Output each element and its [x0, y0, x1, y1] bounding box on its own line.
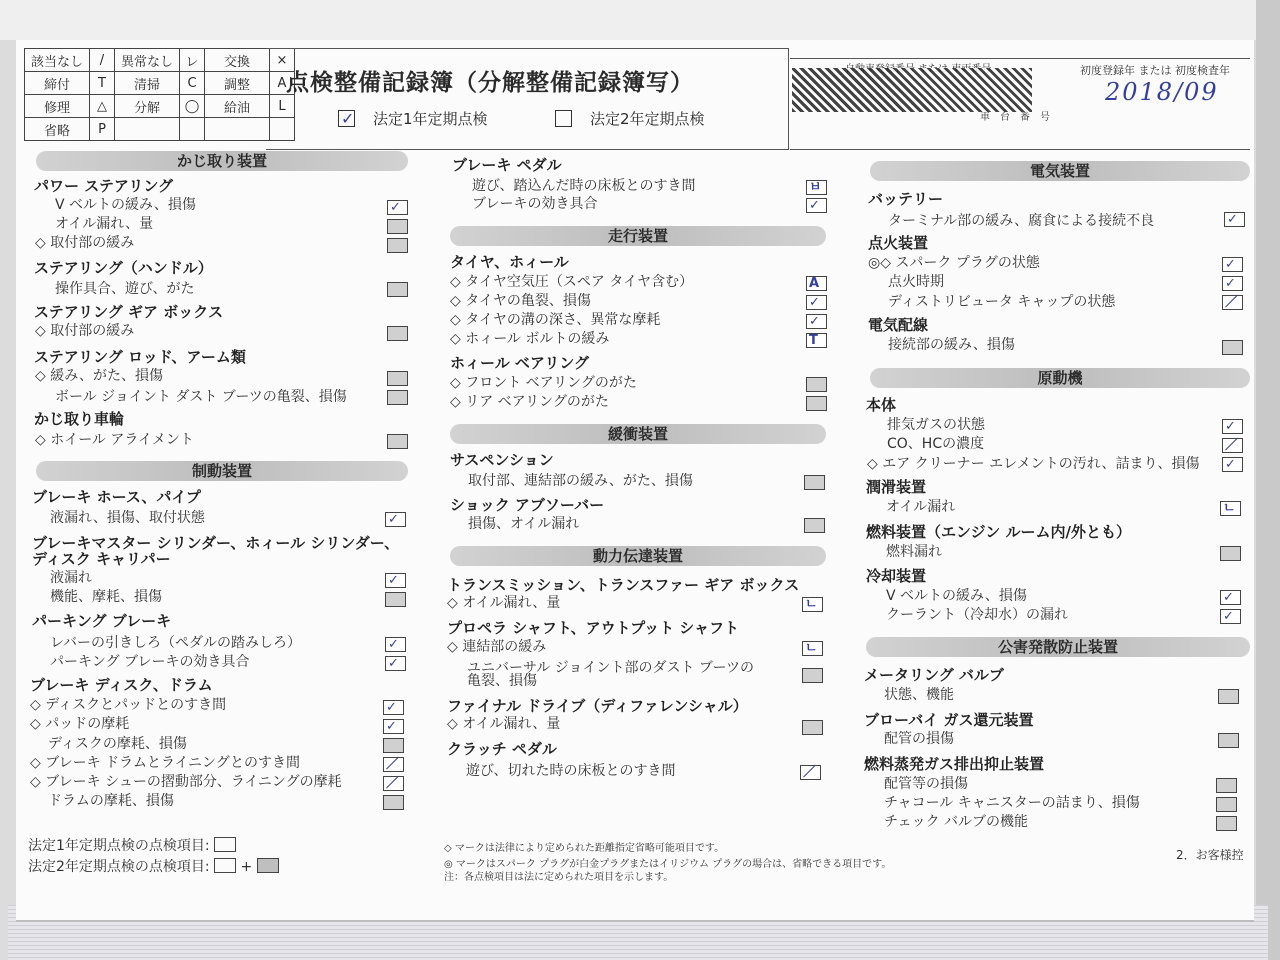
item-label: 燃料漏れ [886, 544, 942, 560]
scanner-edge [1256, 0, 1280, 960]
item-label: ◎◇ スパーク プラグの状態 [868, 255, 1040, 271]
item-label: ドラムの摩耗、損傷 [48, 793, 174, 809]
item-label: ◇ ブレーキ ドラムとライニングとのすき間 [30, 755, 300, 771]
redacted-registration [792, 68, 1032, 112]
item-label: ◇ リア ベアリングのがた [450, 394, 609, 410]
item-label: V ベルトの緩み、損傷 [55, 197, 196, 213]
checkbox[interactable]: ／ [800, 765, 821, 780]
checkbox[interactable]: A [806, 276, 827, 291]
legend-table: 該当なし / 異常なし レ 交換 × 締付 T 清掃 C 調整 A 修理 △ 分解 ◯ 給油 L 省略 P [24, 48, 295, 141]
checkbox[interactable]: ✓ [806, 198, 827, 213]
chassis-label: 車 台 番 号 [980, 112, 1050, 123]
item-label: パーキング ブレーキの効き具合 [50, 654, 250, 670]
checkbox[interactable]: ✓ [383, 700, 404, 715]
first-registration-value: 2018/09 [1105, 78, 1219, 106]
checkbox[interactable] [387, 282, 408, 297]
previous-page-strip [0, 0, 1280, 40]
checkbox[interactable]: ✓ [806, 314, 827, 329]
group-steering-wheel: ステアリング（ハンドル） [34, 259, 213, 277]
item-label: ◇ 連結部の緩み [447, 639, 547, 655]
checkbox[interactable] [387, 390, 408, 405]
item-label: 配管等の損傷 [884, 776, 968, 792]
item-label: ◇ 取付部の緩み [35, 323, 135, 339]
option-1year[interactable] [338, 108, 488, 129]
checkbox[interactable]: ✓ [387, 200, 408, 215]
item-label: 接続部の緩み、損傷 [888, 337, 1015, 353]
note-double-circle: ◎ マークはスパーク プラグが白金プラグまたはイリジウム プラグの場合は、省略できる項目です。 [444, 859, 892, 870]
option-2year[interactable] [555, 108, 705, 129]
checkbox[interactable] [1216, 797, 1237, 812]
note-diamond: ◇ マークは法律により定められた距離指定省略可能項目です。 [444, 843, 725, 854]
group-fuel-system: 燃料装置（エンジン ルーム内/外とも） [866, 523, 1131, 541]
checkbox[interactable] [806, 377, 827, 392]
checkbox[interactable]: ㄴ [1220, 501, 1241, 516]
checkbox[interactable]: ㄴ [802, 597, 823, 612]
item-label: 液漏れ、損傷、取付状態 [50, 510, 205, 526]
item-label: 操作具合、遊び、がた [55, 281, 195, 297]
group-parking-brake: パーキング ブレーキ [32, 612, 172, 630]
group-brake-pedal: ブレーキ ペダル [452, 156, 562, 174]
item-label: ◇ ブレーキ シューの摺動部分、ライニングの摩耗 [30, 774, 342, 790]
page-title: 点検整備記録簿（分解整備記録簿写） [286, 70, 694, 96]
footer-1year-label: 法定1年定期点検の点検項目: [28, 838, 210, 854]
checkbox[interactable] [802, 668, 823, 683]
item-label: V ベルトの緩み、損傷 [886, 588, 1027, 604]
item-label: 液漏れ [50, 570, 92, 586]
item-label: クーラント（冷却水）の漏れ [886, 607, 1068, 623]
legend-white-box [214, 837, 236, 852]
checkbox[interactable]: ✓ [1220, 609, 1241, 624]
group-metering-valve: メータリング バルブ [864, 666, 1004, 684]
section-header-drivetrain: 動力伝達装置 [450, 546, 826, 566]
checkbox[interactable]: ✓ [1222, 257, 1243, 272]
item-label: 排気ガスの状態 [887, 417, 985, 433]
group-wheel-bearing: ホィール ベアリング [450, 354, 590, 372]
checkbox[interactable]: ㅂ [806, 180, 827, 195]
item-label: 亀裂、損傷 [467, 673, 537, 689]
group-brake-cylinder: ブレーキマスター シリンダー、ホィール シリンダー、 [32, 534, 400, 552]
checkbox[interactable] [1216, 816, 1237, 831]
group-brake-caliper: ディスク キャリパー [32, 550, 171, 568]
item-label: オイル漏れ、量 [55, 216, 154, 232]
checkbox[interactable]: ✓ [383, 719, 404, 734]
group-cooling: 冷却装置 [866, 567, 927, 585]
checkbox[interactable] [387, 326, 408, 341]
group-final-drive: ファイナル ドライブ（ディファレンシャル） [447, 697, 748, 715]
group-propeller-shaft: プロペラ シャフト、アウトプット シャフト [447, 619, 739, 637]
footer-2year-label: 法定2年定期点検の点検項目: [28, 859, 210, 875]
check-mark-icon: ✓ [341, 109, 355, 128]
group-shock-absorber: ショック アブソーバー [450, 496, 605, 514]
option-1year-label: 法定1年定期点検 [373, 110, 488, 128]
section-header-braking: 制動装置 [36, 461, 408, 481]
item-label: 遊び、踏込んだ時の床板とのすき間 [472, 178, 696, 194]
checkbox[interactable]: ㄴ [802, 641, 823, 656]
first-registration-label: 初度登録年 または 初度検査年 [1080, 64, 1230, 77]
group-tire-wheel: タイヤ、ホィール [450, 253, 569, 271]
checkbox[interactable]: ✓ [1224, 212, 1245, 227]
item-label: 配管の損傷 [884, 731, 954, 747]
section-header-engine: 原動機 [870, 368, 1250, 388]
checkbox[interactable]: ✓ [1222, 419, 1243, 434]
item-label: ◇ パッドの摩耗 [30, 716, 130, 732]
item-label: 点火時期 [888, 274, 944, 290]
item-label: チャコール キャニスターの詰まり、損傷 [884, 795, 1140, 811]
item-label: ◇ タイヤ空気圧（スペア タイヤ含む） [450, 274, 694, 290]
group-battery: バッテリー [868, 190, 944, 208]
item-label: ◇ フロント ベアリングのがた [450, 375, 637, 391]
item-label: ◇ タイヤの亀裂、損傷 [450, 293, 591, 309]
group-steering-rod: ステアリング ロッド、アーム類 [34, 348, 246, 366]
item-label: ディスクの摩耗、損傷 [48, 736, 187, 752]
item-label: ◇ エア クリーナー エレメントの汚れ、詰まり、損傷 [867, 456, 1200, 472]
option-2year-label: 法定2年定期点検 [590, 110, 705, 128]
checkbox[interactable]: ／ [1222, 295, 1243, 310]
checkbox[interactable] [387, 238, 408, 253]
checkbox[interactable] [1220, 546, 1241, 561]
section-header-suspension: 緩衝装置 [450, 424, 826, 444]
legend-gray-box [257, 858, 279, 873]
group-suspension: サスペンション [450, 451, 554, 469]
section-header-emission: 公害発散防止装置 [866, 637, 1250, 657]
note-items: 注：各点検項目は法に定められた項目を示します。 [444, 872, 674, 883]
group-steered-wheel: かじ取り車輪 [34, 410, 125, 428]
checkbox[interactable]: ✓ [806, 295, 827, 310]
group-steering-gearbox: ステアリング ギア ボックス [34, 303, 224, 321]
checkbox[interactable] [1216, 778, 1237, 793]
item-label: ◇ ディスクとパッドとのすき間 [30, 697, 227, 713]
item-label: ◇ ホイール アライメント [35, 432, 194, 448]
checkbox[interactable] [387, 219, 408, 234]
checkbox[interactable] [387, 434, 408, 449]
item-label: ◇ オイル漏れ、量 [447, 716, 561, 732]
checkbox[interactable]: ✓ [1220, 590, 1241, 605]
checkbox[interactable] [383, 795, 404, 810]
checkbox[interactable]: ／ [1222, 438, 1243, 453]
section-header-steering: かじ取り装置 [36, 151, 408, 171]
item-label: ブレーキの効き具合 [472, 196, 598, 212]
checkbox[interactable]: ／ [383, 776, 404, 791]
checkbox[interactable]: ✓ [385, 637, 406, 652]
checkbox[interactable] [1222, 340, 1243, 355]
group-brake-hose: ブレーキ ホース、パイプ [32, 488, 201, 506]
checkbox[interactable]: ／ [383, 757, 404, 772]
group-clutch-pedal: クラッチ ペダル [447, 740, 557, 758]
checkbox[interactable] [804, 518, 825, 533]
item-label: ボール ジョイント ダスト ブーツの亀裂、損傷 [55, 389, 347, 405]
checkbox[interactable] [804, 475, 825, 490]
item-label: CO、HCの濃度 [887, 436, 985, 452]
group-engine-body: 本体 [866, 396, 897, 414]
item-label: ◇ タイヤの溝の深さ、異常な摩耗 [450, 312, 661, 328]
item-label: チェック バルブの機能 [884, 814, 1029, 830]
group-power-steering: パワー ステアリング [34, 177, 174, 195]
item-label: ディストリビュータ キャップの状態 [888, 294, 1116, 310]
group-wiring: 電気配線 [868, 316, 929, 334]
checkbox-2year[interactable] [555, 110, 572, 127]
checkbox[interactable]: ✓ [1222, 457, 1243, 472]
group-transmission: トランスミッション、トランスファー ギア ボックス [447, 576, 800, 594]
plus-sign: + [240, 859, 253, 875]
checkbox[interactable]: T [806, 333, 827, 348]
checkbox[interactable] [383, 738, 404, 753]
checkbox[interactable]: ✓ [1222, 276, 1243, 291]
group-ignition: 点火装置 [868, 234, 929, 252]
section-header-running-gear: 走行装置 [450, 226, 826, 246]
item-label: ユニバーサル ジョイント部のダスト ブーツの [467, 660, 754, 676]
item-label: 取付部、連結部の緩み、がた、損傷 [468, 473, 693, 489]
group-blowby: ブローバイ ガス還元装置 [864, 711, 1034, 729]
item-label: ターミナル部の緩み、腐食による接続不良 [888, 213, 1155, 229]
item-label: ◇ 緩み、がた、損傷 [35, 368, 164, 384]
checkbox[interactable]: ✓ [385, 656, 406, 671]
checkbox[interactable] [1218, 733, 1239, 748]
item-label: 状態、機能 [884, 687, 954, 703]
item-label: ◇ オイル漏れ、量 [447, 595, 561, 611]
checkbox[interactable] [387, 371, 408, 386]
checkbox[interactable] [802, 720, 823, 735]
checkbox[interactable]: ✓ [385, 573, 406, 588]
legend-white-box [214, 858, 236, 873]
checkbox[interactable] [806, 396, 827, 411]
copy-label: 2．お客様控 [1176, 848, 1244, 862]
checkbox[interactable] [385, 592, 406, 607]
item-label: オイル漏れ [886, 499, 956, 515]
item-label: 遊び、切れた時の床板とのすき間 [466, 763, 676, 779]
item-label: 損傷、オイル漏れ [468, 516, 580, 532]
item-label: ◇ 取付部の緩み [35, 235, 135, 251]
item-label: ◇ ホィール ボルトの緩み [450, 331, 610, 347]
footer-2year-legend [28, 856, 279, 876]
checkbox[interactable]: ✓ [385, 512, 406, 527]
item-label: レバーの引きしろ（ペダルの踏みしろ） [50, 635, 302, 651]
group-evap: 燃料蒸発ガス排出抑止装置 [864, 755, 1045, 773]
checkbox[interactable] [1218, 689, 1239, 704]
checkbox-1year[interactable] [338, 110, 355, 127]
section-header-electrical: 電気装置 [870, 161, 1250, 181]
group-lubrication: 潤滑装置 [866, 478, 927, 496]
footer-1year-legend [28, 835, 236, 855]
group-brake-disc: ブレーキ ディスク、ドラム [30, 676, 213, 694]
item-label: 機能、摩耗、損傷 [50, 589, 162, 605]
